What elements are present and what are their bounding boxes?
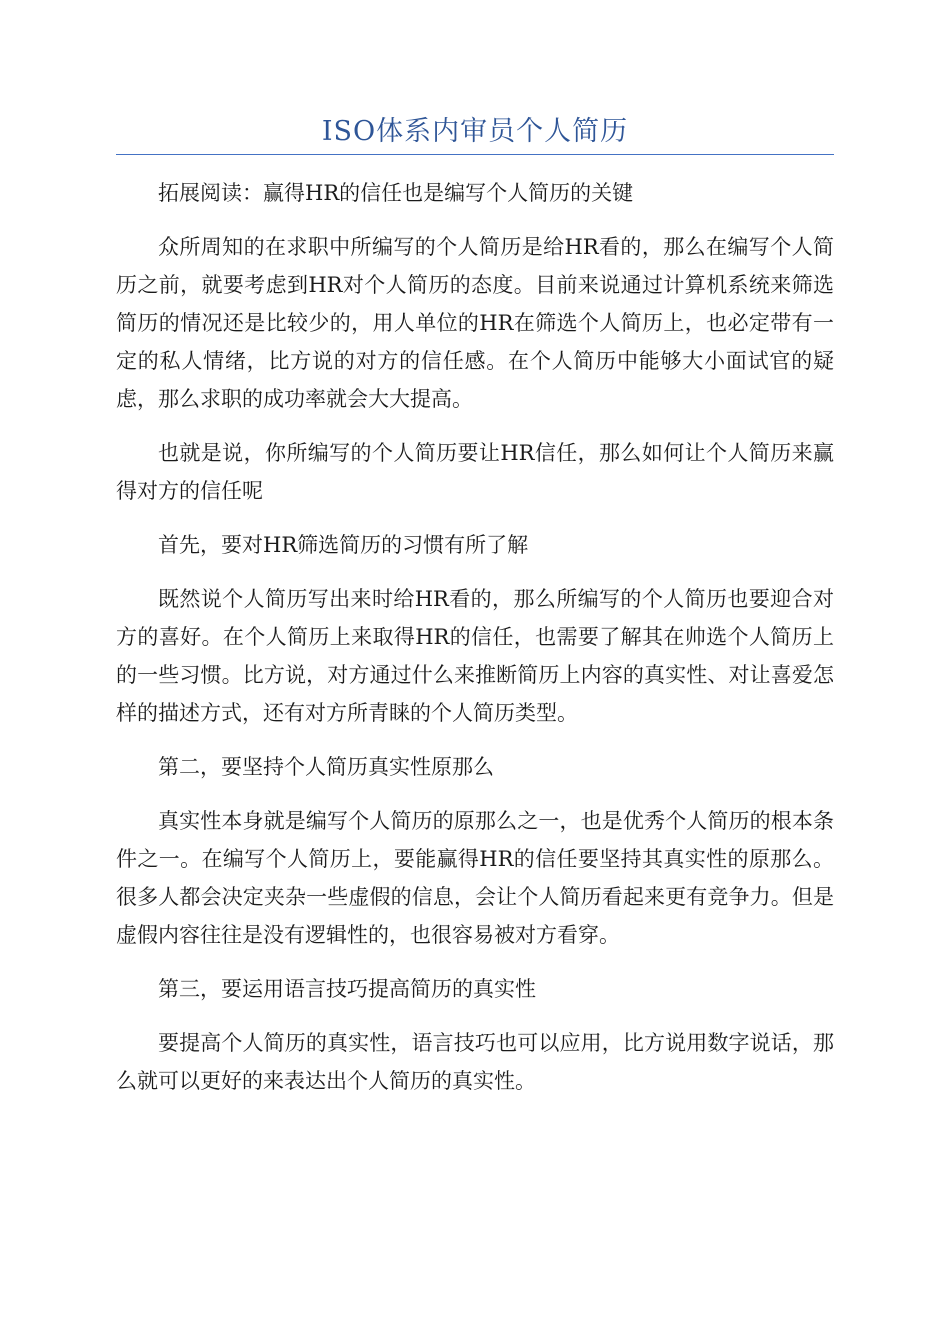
paragraph-question: 也就是说，你所编写的个人简历要让HR信任，那么如何让个人简历来赢得对方的信任呢 — [116, 441, 834, 503]
heading-second: 第二，要坚持个人简历真实性原那么 — [158, 755, 494, 779]
paragraph-second: 真实性本身就是编写个人简历的原那么之一，也是优秀个人简历的根本条件之一。在编写个人简历上，要能赢得HR的信任要坚持其真实性的原那么。很多人都会决定夹杂一些虚假的信息，会让个人简历看起来更有竞争力。但是虚假内容往往是没有逻辑性的，也很容易被对方看穿。 — [116, 809, 834, 947]
paragraph-extended-reading: 拓展阅读：赢得HR的信任也是编写个人简历的关键 — [158, 181, 634, 205]
paragraph-third: 要提高个人简历的真实性，语言技巧也可以应用，比方说用数字说话，那么就可以更好的来表达出个人简历的真实性。 — [116, 1031, 834, 1093]
page-title: ISO体系内审员个人简历 — [321, 116, 629, 147]
title-underline — [116, 154, 834, 155]
heading-first: 首先，要对HR筛选简历的习惯有所了解 — [158, 533, 529, 557]
paragraph-first: 既然说个人简历写出来时给HR看的，那么所编写的个人简历也要迎合对方的喜好。在个人简历上来取得HR的信任，也需要了解其在帅选个人简历上的一些习惯。比方说，对方通过什么来推断简历上内容的真实性、对让喜爱怎样的描述方式，还有对方所青睐的个人简历类型。 — [116, 587, 834, 725]
document-body — [116, 174, 834, 1116]
heading-third: 第三，要运用语言技巧提高简历的真实性 — [158, 977, 536, 1001]
paragraph-intro: 众所周知的在求职中所编写的个人简历是给HR看的，那么在编写个人简历之前，就要考虑到HR对个人简历的态度。目前来说通过计算机系统来筛选简历的情况还是比较少的，用人单位的HR在筛选个人简历上，也必定带有一定的私人情绪，比方说的对方的信任感。在个人简历中能够大小面试官的疑虑，那么求职的成功率就会大大提高。 — [116, 235, 834, 411]
